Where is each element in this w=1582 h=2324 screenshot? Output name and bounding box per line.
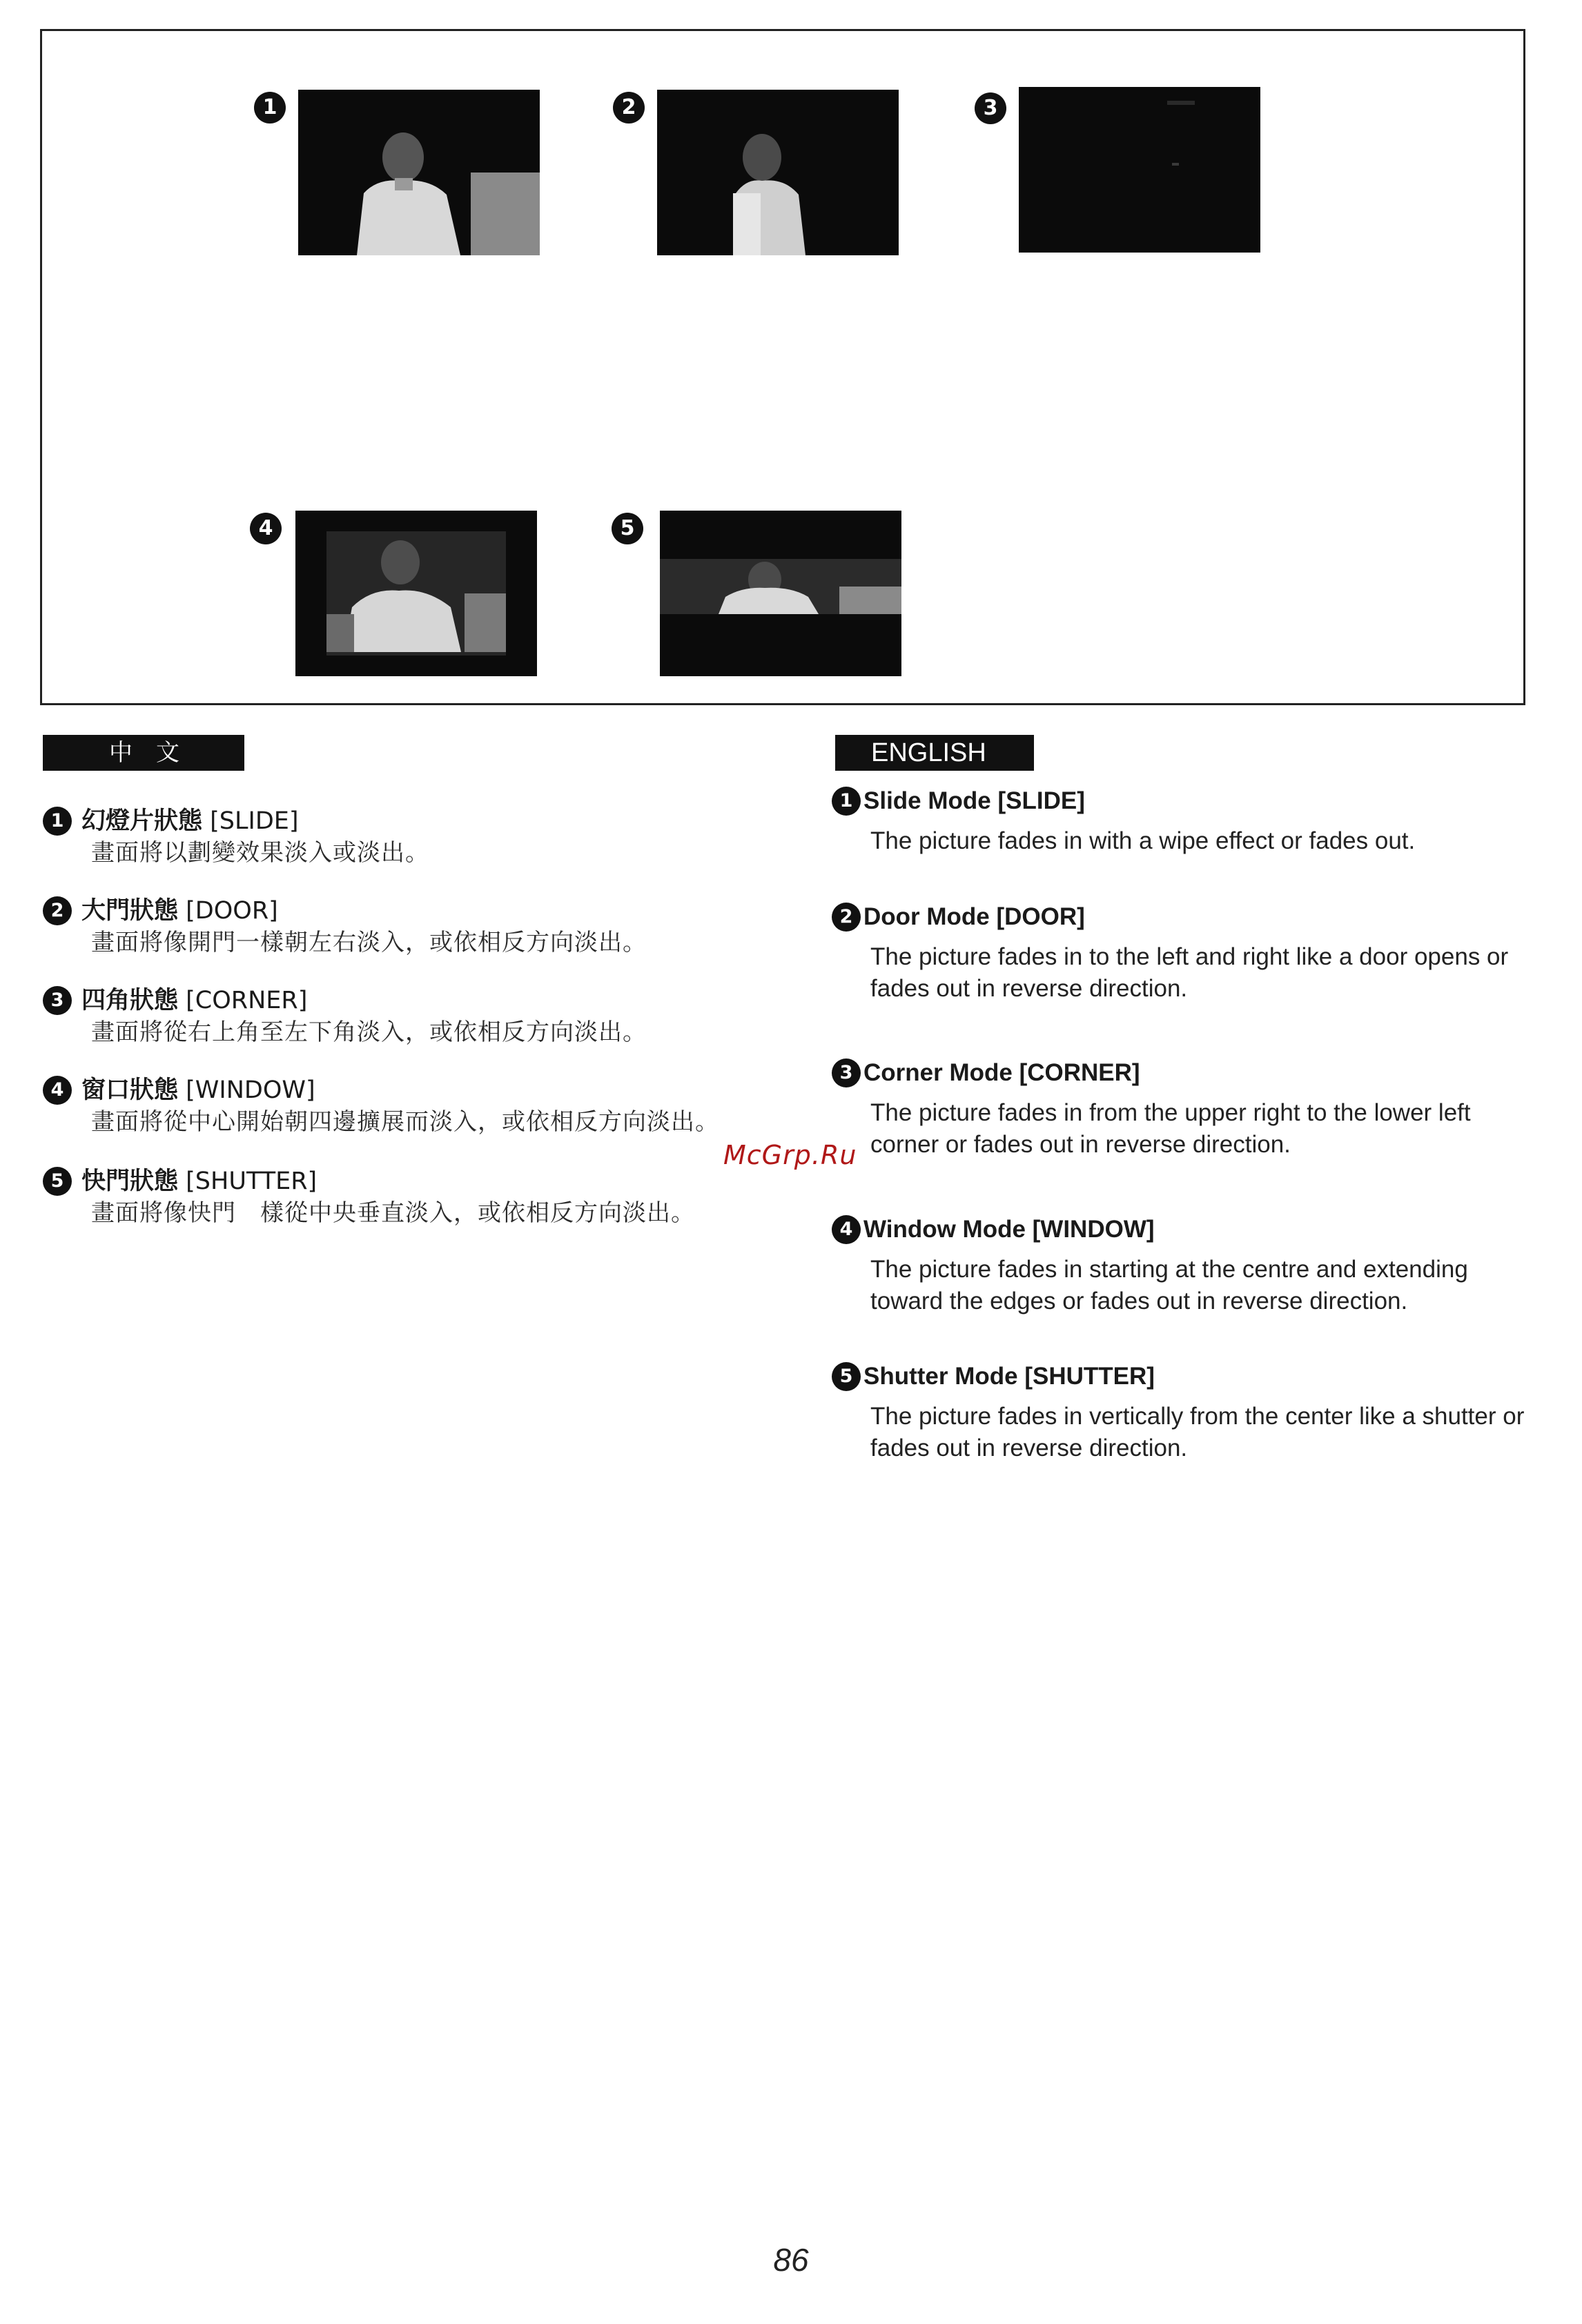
zh-item-code: [SHUTTER]	[186, 1168, 318, 1195]
zh-item-name: 大門狀態	[81, 897, 179, 925]
en-item-desc: The picture fades in from the upper right to the lower left corner or fades out in reverse direction.	[870, 1099, 1471, 1158]
en-item-title: Corner Mode [CORNER]	[863, 1058, 1140, 1086]
item-number-badge: 2	[43, 896, 72, 925]
item-number-badge: 3	[43, 986, 72, 1015]
en-item-shutter	[832, 1359, 1536, 1464]
zh-item-name: 四角狀態	[81, 987, 179, 1014]
en-item-corner	[832, 1056, 1536, 1161]
en-item-title: Door Mode [DOOR]	[863, 903, 1085, 930]
zh-item-desc: 畫面將以劃變效果淡入或淡出。	[91, 839, 429, 867]
item-number-badge: 2	[832, 903, 861, 932]
zh-item-code: [DOOR]	[186, 897, 278, 925]
shutter-effect-picture	[660, 511, 901, 676]
en-item-desc: The picture fades in vertically from the center like a shutter or fades out in reverse direction.	[870, 1402, 1525, 1461]
figure-number-badge: 1	[254, 92, 286, 124]
en-item-desc: The picture fades in with a wipe effect or fades out.	[870, 827, 1416, 854]
item-number-badge: 1	[832, 787, 861, 816]
zh-item-slide	[43, 805, 774, 869]
english-section-label: ENGLISH	[835, 735, 1034, 771]
en-item-title: Shutter Mode [SHUTTER]	[863, 1362, 1155, 1390]
zh-item-name: 快門狀態	[81, 1168, 179, 1195]
item-number-badge: 3	[832, 1058, 861, 1087]
door-effect-picture	[657, 90, 899, 255]
figure-number-badge: 5	[612, 513, 643, 544]
zh-item-name: 窗口狀態	[81, 1076, 179, 1104]
item-number-badge: 5	[832, 1362, 861, 1391]
item-number-badge: 4	[832, 1215, 861, 1244]
en-item-slide	[832, 784, 1536, 857]
zh-item-shutter	[43, 1165, 774, 1229]
item-number-badge: 4	[43, 1076, 72, 1105]
zh-item-desc: 畫面將從中心開始朝四邊擴展而淡入，或依相反方向淡出。	[91, 1108, 719, 1136]
chinese-section-label: 中 文	[43, 735, 244, 771]
item-number-badge: 1	[43, 807, 72, 836]
watermark-text: McGrp.Ru	[723, 1140, 857, 1170]
corner-effect-picture	[1019, 87, 1260, 253]
zh-item-desc: 畫面將像快門 樣從中央垂直淡入，或依相反方向淡出。	[91, 1199, 695, 1227]
window-effect-picture	[295, 511, 537, 676]
en-item-title: Window Mode [WINDOW]	[863, 1215, 1155, 1243]
zh-item-window	[43, 1074, 774, 1138]
zh-item-name: 幻燈片狀態	[81, 807, 203, 835]
figure-number-badge: 3	[975, 92, 1006, 124]
zh-item-code: [SLIDE]	[210, 807, 299, 835]
slide-effect-picture	[298, 90, 540, 255]
en-item-title: Slide Mode [SLIDE]	[863, 787, 1085, 814]
figure-number-badge: 2	[613, 92, 645, 124]
page-number: 86	[773, 2242, 809, 2278]
en-item-desc: The picture fades in starting at the centre and extending toward the edges or fades out in reverse direction.	[870, 1255, 1468, 1314]
en-item-desc: The picture fades in to the left and right like a door opens or fades out in reverse direction.	[870, 943, 1509, 1002]
zh-item-desc: 畫面將像開門一樣朝左右淡入，或依相反方向淡出。	[91, 929, 647, 956]
en-item-window	[832, 1212, 1536, 1317]
zh-item-door	[43, 894, 774, 958]
figure-number-badge: 4	[250, 513, 282, 544]
zh-item-desc: 畫面將從右上角至左下角淡入，或依相反方向淡出。	[91, 1018, 647, 1046]
zh-item-code: [CORNER]	[186, 987, 308, 1014]
en-item-door	[832, 900, 1536, 1005]
zh-item-corner	[43, 984, 774, 1048]
zh-item-code: [WINDOW]	[186, 1076, 315, 1104]
item-number-badge: 5	[43, 1167, 72, 1196]
